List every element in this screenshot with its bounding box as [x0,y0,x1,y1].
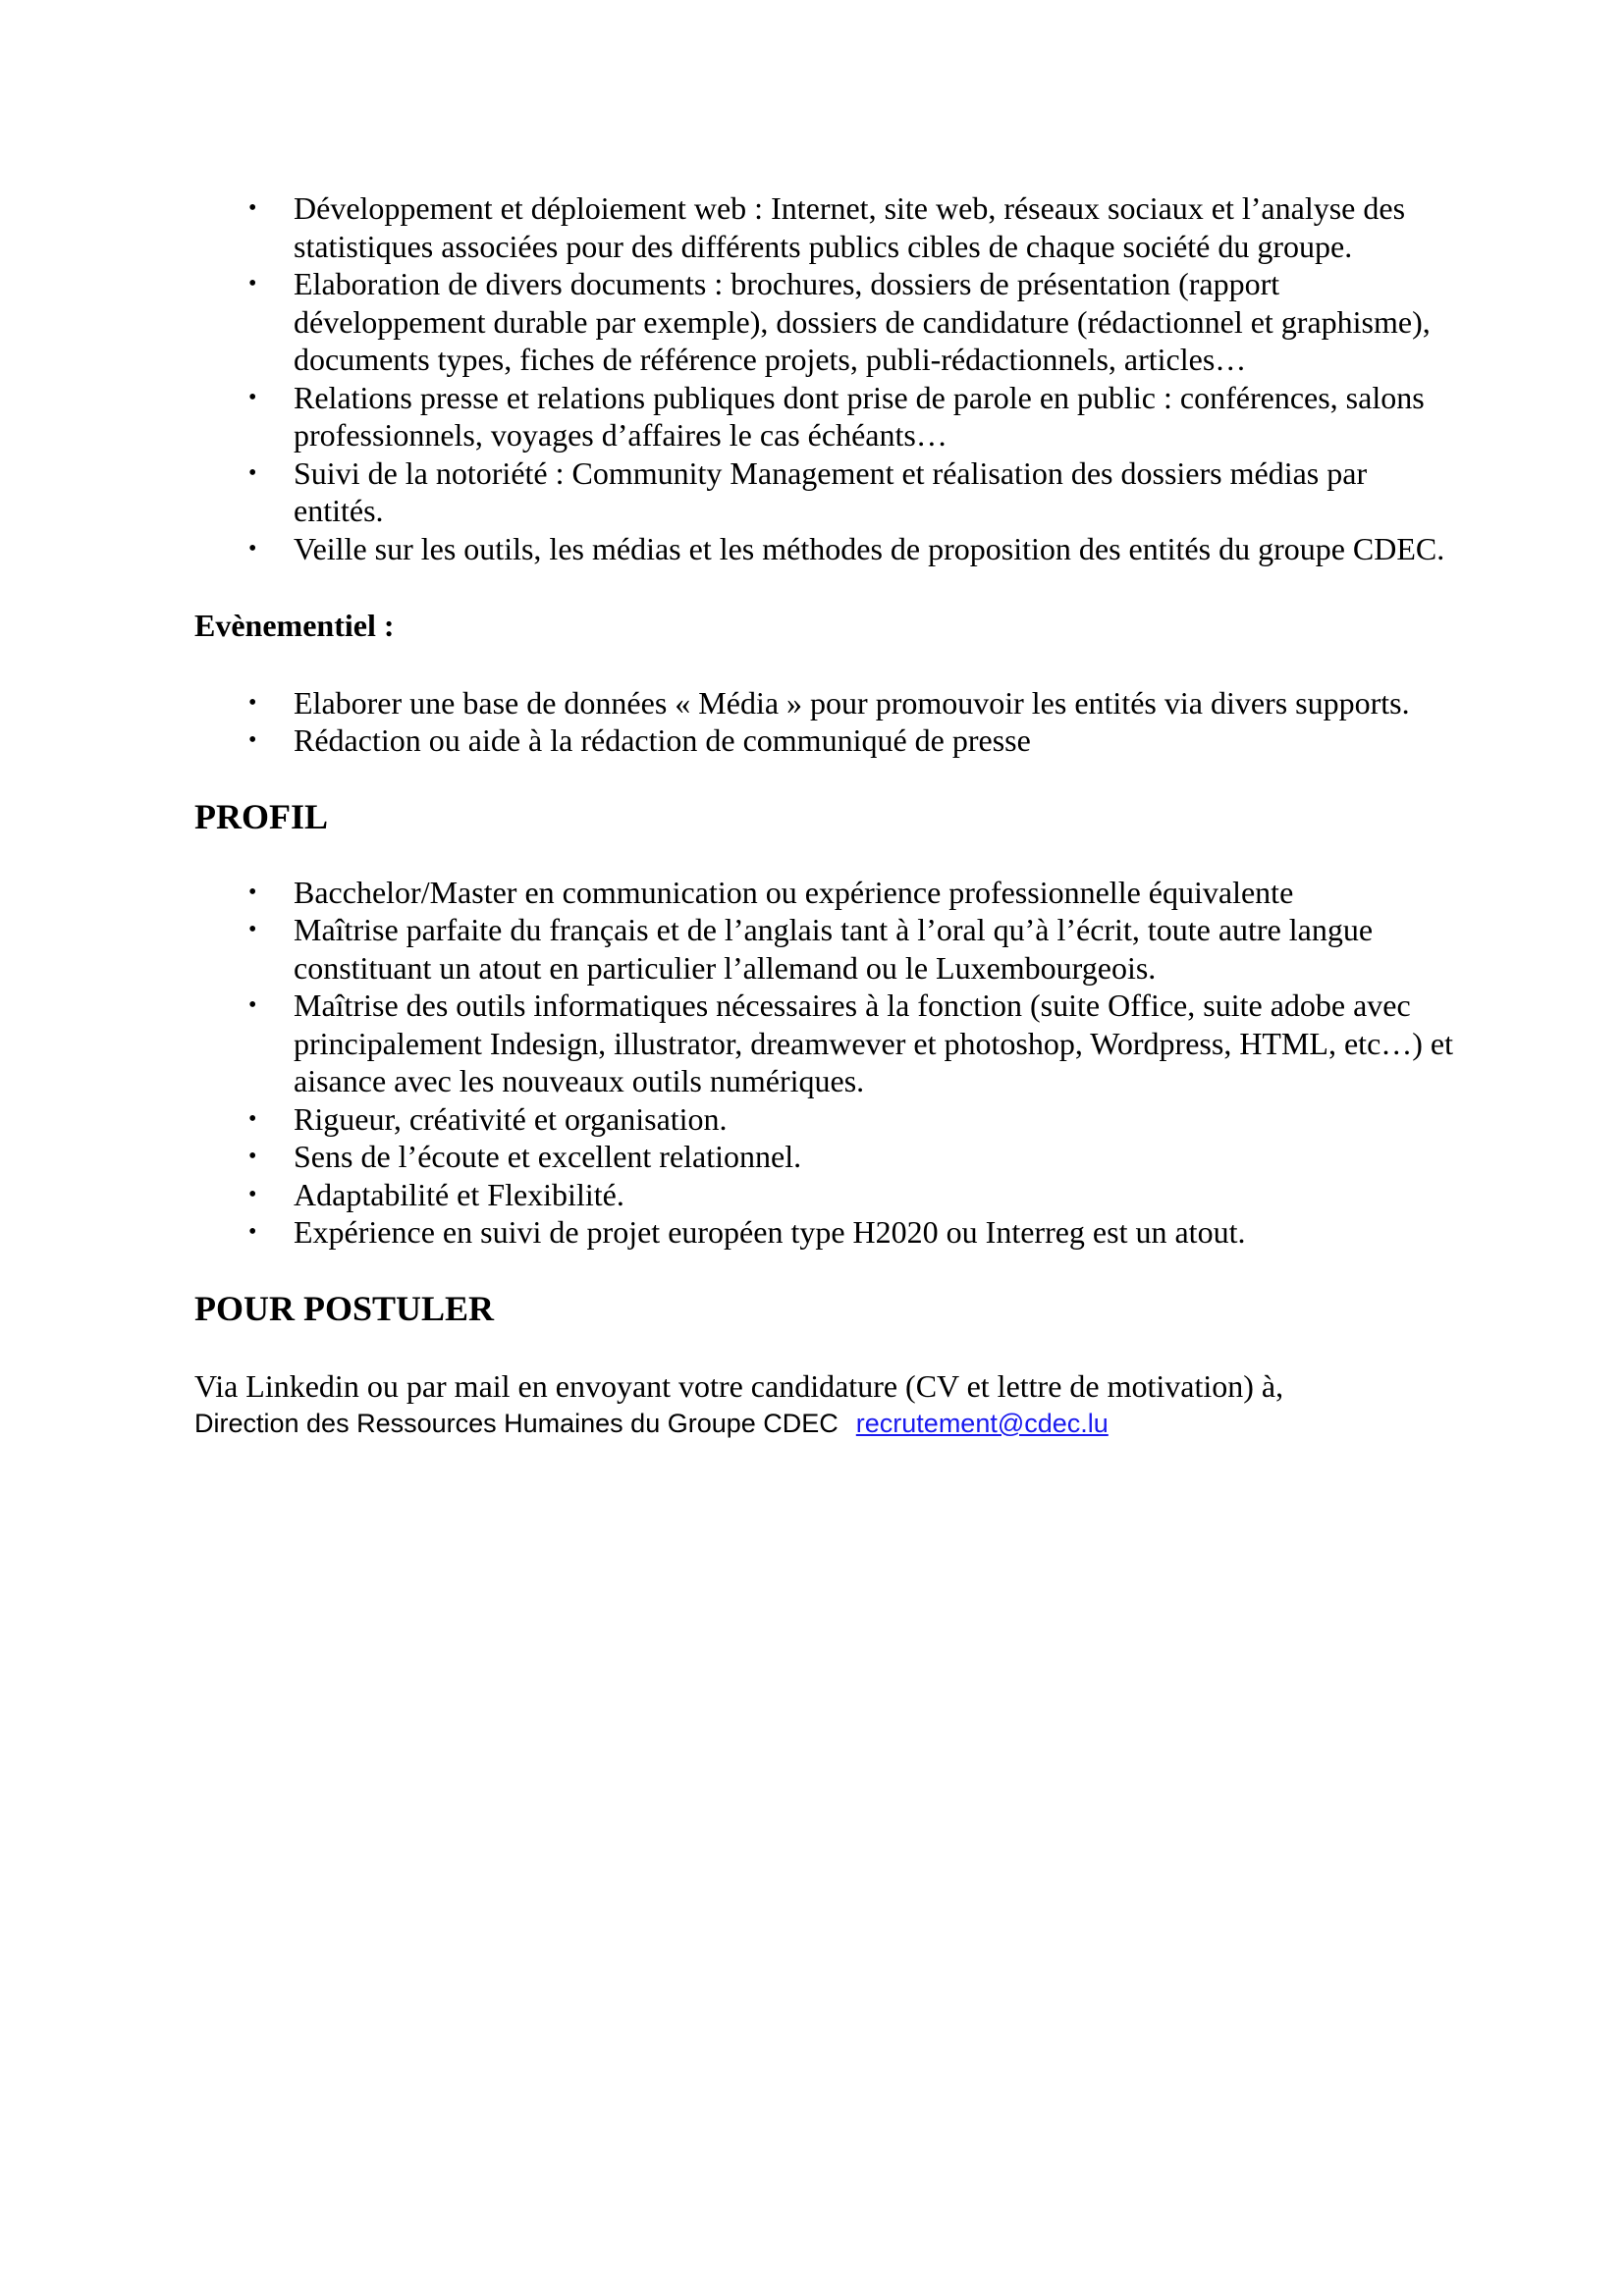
list-item-text: Sens de l’écoute et excellent relationnel. [294,1139,802,1174]
list-item [194,874,1461,912]
evenementiel-heading: Evènementiel : [194,608,395,643]
list-item [194,1213,1461,1252]
list-item [194,987,1461,1100]
list-item [194,189,1461,265]
evenementiel-list [194,684,1461,760]
list-item-text: Elaboration de divers documents : brochures, dossiers de présentation (rapport développement durable par exemple), dossiers de candidature (rédactionnel et graphisme), documents types, fiches de référence projets, publi-rédactionnels, articles… [294,266,1431,377]
list-item [194,1138,1461,1176]
email-link[interactable]: recrutement@cdec.lu [855,1409,1109,1438]
bullet-icon: • [248,195,257,221]
list-item-text: Maîtrise parfaite du français et de l’anglais tant à l’oral qu’à l’écrit, toute autre langue constituant un atout en particulier l’allemand ou le Luxembourgeois. [294,912,1374,986]
list-item [194,265,1461,379]
list-item [194,721,1461,760]
list-item-text: Bacchelor/Master en communication ou expérience professionnelle équivalente [294,874,1294,910]
bullet-icon: • [248,271,257,296]
list-item [194,911,1461,987]
list-item [194,1176,1461,1214]
bullet-icon: • [248,1105,257,1132]
bullet-icon: • [248,917,257,942]
bullet-icon: • [248,459,257,486]
list-item-text: Relations presse et relations publiques dont prise de parole en public : conférences, salons professionnels, voyages d’affaires le cas échéants… [294,379,1425,453]
contact-line [194,1405,1461,1442]
list-item [194,684,1461,722]
bullet-icon: • [248,535,257,561]
list-item-text: Rédaction ou aide à la rédaction de communiqué de presse [294,722,1031,758]
bullet-icon: • [248,689,257,716]
list-item-text: Maîtrise des outils informatiques nécessaires à la fonction (suite Office, suite adobe avec principalement Indesign, illustrator, dreamwever et photoshop, Wordpress, HTML, etc…) et aisance avec les nouveaux outils numériques. [294,988,1454,1098]
activities-list [194,189,1461,567]
bullet-icon: • [248,992,257,1018]
profil-heading: PROFIL [194,796,329,836]
list-item-text: Suivi de la notoriété : Community Management et réalisation des dossiers médias par entités. [294,454,1368,528]
list-item-text: Rigueur, créativité et organisation. [294,1100,728,1137]
bullet-icon: • [248,1144,257,1169]
list-item [194,379,1461,454]
list-item [194,454,1461,530]
document-content [194,189,1461,1442]
list-item-text: Veille sur les outils, les médias et les méthodes de proposition des entités du groupe CDEC. [294,530,1445,566]
bullet-icon: • [248,727,257,753]
list-item-text: Elaborer une base de données « Média » pour promouvoir les entités via divers supports. [294,684,1410,721]
postuler-text: Via Linkedin ou par mail en envoyant votre candidature (CV et lettre de motivation) à, [194,1367,1284,1404]
list-item [194,530,1461,568]
postuler-heading: POUR POSTULER [194,1288,495,1328]
list-item-text: Développement et déploiement web : Internet, site web, réseaux sociaux et l’analyse des statistiques associées pour des différents publics cibles de chaque société du groupe. [294,190,1406,264]
list-item-text: Adaptabilité et Flexibilité. [294,1176,624,1212]
contact-text: Direction des Ressources Humaines du Groupe CDEC [194,1409,839,1438]
profil-list [194,874,1461,1252]
bullet-icon: • [248,1181,257,1207]
bullet-icon: • [248,384,257,410]
bullet-icon: • [248,1219,257,1245]
list-item [194,1100,1461,1139]
bullet-icon: • [248,879,257,905]
list-item-text: Expérience en suivi de projet européen type H2020 ou Interreg est un atout. [294,1214,1246,1250]
